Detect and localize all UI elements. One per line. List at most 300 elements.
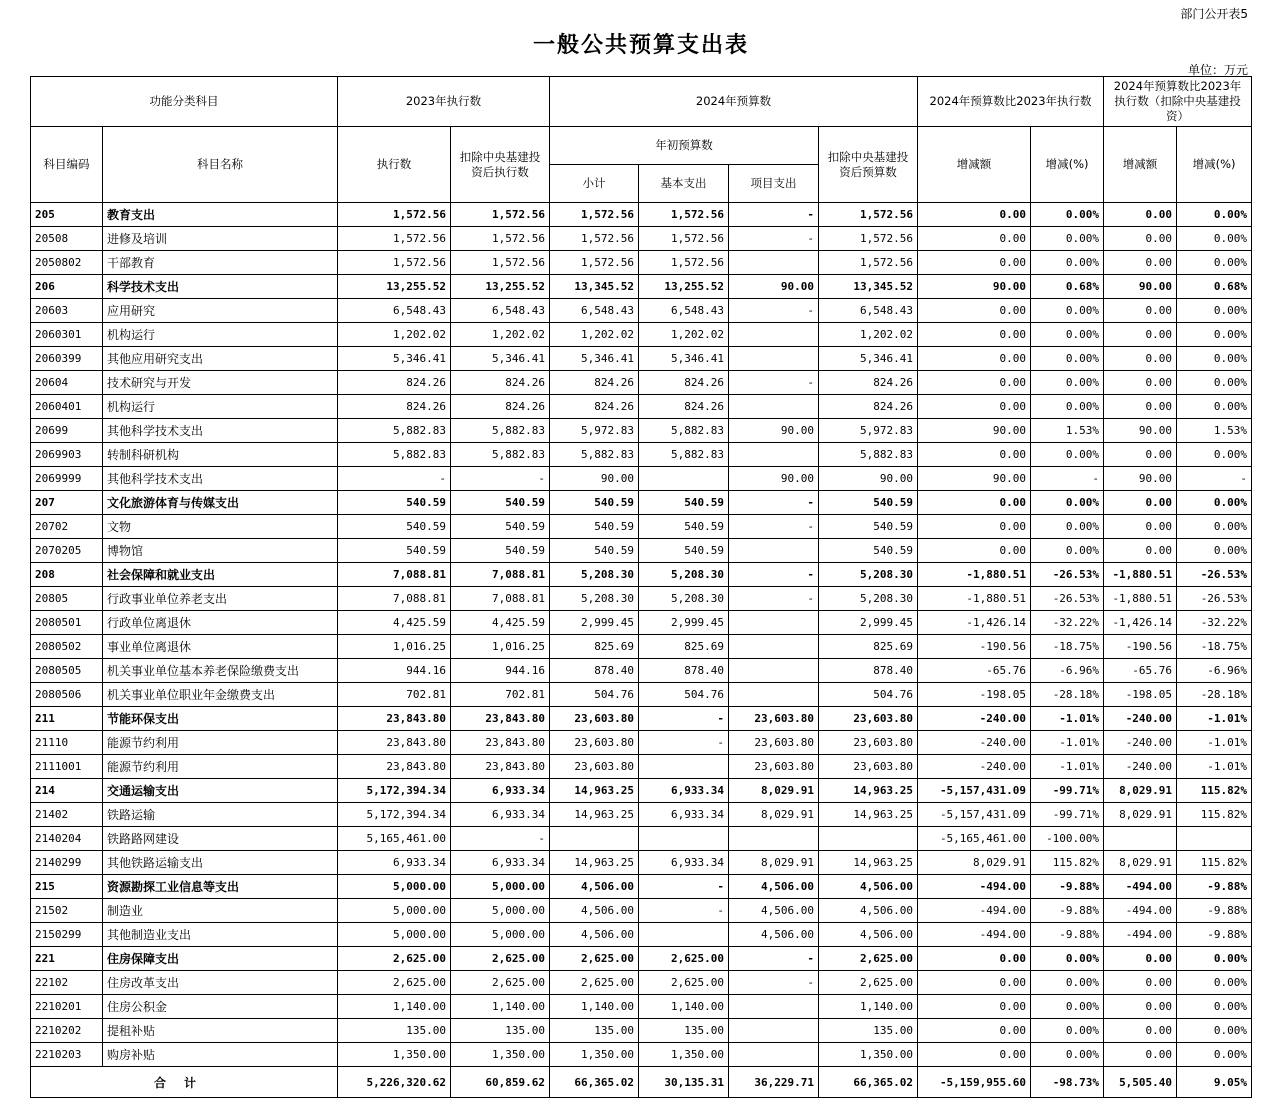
cell-inc-pct2: 0.00% [1177,971,1252,995]
cell-name: 资源勘探工业信息等支出 [103,875,338,899]
cell-inc-pct: 0.00% [1031,203,1104,227]
cell-inc-amt: 8,029.91 [918,851,1031,875]
cell-code: 20702 [31,515,103,539]
cell-subtotal: 540.59 [550,491,639,515]
cell-exec: 1,572.56 [338,227,451,251]
cell-code: 2111001 [31,755,103,779]
table-row [31,347,1252,371]
cell-inc-amt: -494.00 [918,899,1031,923]
cell-budget-excl: 5,208.30 [819,563,918,587]
header-inc-percent-2: 增减(%) [1177,127,1252,203]
cell-inc-amt: -198.05 [918,683,1031,707]
cell-inc-pct2: 0.00% [1177,203,1252,227]
cell-inc-amt2: 0.00 [1104,491,1177,515]
cell-inc-pct: -26.53% [1031,563,1104,587]
cell-basic [639,467,729,491]
cell-inc-amt2 [1104,827,1177,851]
cell-inc-amt2: 0.00 [1104,371,1177,395]
cell-exec-excl: 1,202.02 [451,323,550,347]
cell-exec: 23,843.80 [338,755,451,779]
header-exec-2023: 2023年执行数 [338,77,550,127]
header-subtotal: 小计 [550,165,639,203]
cell-inc-pct: 0.00% [1031,299,1104,323]
cell-exec-excl: 1,350.00 [451,1043,550,1067]
cell-project [729,611,819,635]
cell-budget-excl: 1,572.56 [819,203,918,227]
cell-subtotal: 1,350.00 [550,1043,639,1067]
cell-subtotal: 6,548.43 [550,299,639,323]
cell-basic: 1,350.00 [639,1043,729,1067]
cell-code: 2140299 [31,851,103,875]
cell-exec-excl: 13,255.52 [451,275,550,299]
cell-exec-excl: 7,088.81 [451,587,550,611]
cell-inc-amt: 0.00 [918,371,1031,395]
cell-inc-pct: -99.71% [1031,803,1104,827]
cell-budget-excl: 540.59 [819,515,918,539]
table-row [31,971,1252,995]
cell-inc-pct: -99.71% [1031,779,1104,803]
cell-inc-amt2: -240.00 [1104,731,1177,755]
cell-budget-excl: 6,548.43 [819,299,918,323]
cell-budget-excl: 5,972.83 [819,419,918,443]
header-budget-2024: 2024年预算数 [550,77,918,127]
cell-budget-excl: 824.26 [819,371,918,395]
table-row [31,659,1252,683]
cell-inc-amt: -494.00 [918,923,1031,947]
cell-exec: 540.59 [338,539,451,563]
table-row [31,227,1252,251]
cell-basic: - [639,731,729,755]
table-row [31,611,1252,635]
cell-project: 90.00 [729,275,819,299]
cell-budget-excl: 824.26 [819,395,918,419]
cell-inc-amt: 0.00 [918,299,1031,323]
cell-budget-excl: 90.00 [819,467,918,491]
cell-project: - [729,227,819,251]
total-budget-excl: 66,365.02 [819,1067,918,1098]
cell-inc-pct2: 0.00% [1177,371,1252,395]
cell-name: 干部教育 [103,251,338,275]
total-exec: 5,226,320.62 [338,1067,451,1098]
cell-project [729,683,819,707]
header-exec: 执行数 [338,127,451,203]
cell-inc-amt2: 90.00 [1104,275,1177,299]
cell-exec-excl: 23,843.80 [451,731,550,755]
cell-inc-amt2: 0.00 [1104,971,1177,995]
table-row [31,755,1252,779]
cell-project: - [729,203,819,227]
cell-inc-pct: - [1031,467,1104,491]
cell-inc-pct: 0.00% [1031,1043,1104,1067]
cell-exec-excl: 540.59 [451,539,550,563]
cell-inc-pct2: 1.53% [1177,419,1252,443]
cell-exec-excl: 5,000.00 [451,899,550,923]
cell-project: - [729,371,819,395]
cell-name: 技术研究与开发 [103,371,338,395]
cell-inc-pct: 0.00% [1031,251,1104,275]
table-row [31,827,1252,851]
cell-inc-pct2: -32.22% [1177,611,1252,635]
cell-inc-pct: 0.00% [1031,515,1104,539]
header-exec-excl: 扣除中央基建投资后执行数 [451,127,550,203]
cell-project [729,323,819,347]
total-inc-percent: -98.73% [1031,1067,1104,1098]
cell-code: 211 [31,707,103,731]
cell-subtotal: 135.00 [550,1019,639,1043]
cell-basic: 5,882.83 [639,443,729,467]
cell-inc-pct2: 0.00% [1177,1019,1252,1043]
cell-project: - [729,587,819,611]
cell-exec: 4,425.59 [338,611,451,635]
header-code: 科目编码 [31,127,103,203]
cell-inc-amt2: -494.00 [1104,875,1177,899]
cell-basic: 5,208.30 [639,563,729,587]
cell-project: 90.00 [729,467,819,491]
cell-budget-excl: 2,625.00 [819,971,918,995]
cell-name: 购房补贴 [103,1043,338,1067]
table-number-tag: 部门公开表5 [1180,7,1248,21]
header-initial-budget: 年初预算数 [550,127,819,165]
cell-subtotal: 4,506.00 [550,875,639,899]
cell-inc-amt2: -494.00 [1104,899,1177,923]
cell-basic [639,755,729,779]
cell-inc-amt: 90.00 [918,275,1031,299]
cell-basic: 2,625.00 [639,971,729,995]
cell-basic: - [639,875,729,899]
cell-basic: 1,140.00 [639,995,729,1019]
cell-name: 其他铁路运输支出 [103,851,338,875]
cell-inc-amt: 0.00 [918,251,1031,275]
cell-project: 8,029.91 [729,779,819,803]
cell-exec-excl: 5,882.83 [451,443,550,467]
cell-inc-amt: 0.00 [918,971,1031,995]
cell-basic [639,827,729,851]
cell-budget-excl: 1,572.56 [819,251,918,275]
header-inc-amount-2: 增减额 [1104,127,1177,203]
cell-code: 20603 [31,299,103,323]
header-project: 项目支出 [729,165,819,203]
cell-subtotal: 878.40 [550,659,639,683]
cell-exec-excl: 540.59 [451,491,550,515]
cell-inc-pct2: 0.00% [1177,947,1252,971]
cell-inc-pct: 0.00% [1031,347,1104,371]
cell-name: 能源节约利用 [103,755,338,779]
cell-project: - [729,563,819,587]
total-project: 36,229.71 [729,1067,819,1098]
cell-inc-pct2: -1.01% [1177,731,1252,755]
cell-name: 转制科研机构 [103,443,338,467]
cell-project [729,635,819,659]
cell-code: 21502 [31,899,103,923]
cell-inc-amt2: 90.00 [1104,419,1177,443]
cell-code: 2060301 [31,323,103,347]
cell-inc-pct2: 0.00% [1177,995,1252,1019]
cell-inc-pct: 0.00% [1031,395,1104,419]
cell-subtotal: 5,882.83 [550,443,639,467]
cell-inc-pct: -1.01% [1031,755,1104,779]
cell-inc-pct2: -1.01% [1177,755,1252,779]
cell-code: 2070205 [31,539,103,563]
cell-exec: 6,933.34 [338,851,451,875]
cell-subtotal: 824.26 [550,371,639,395]
cell-exec-excl: 1,140.00 [451,995,550,1019]
cell-inc-pct2: 0.00% [1177,443,1252,467]
table-row [31,1043,1252,1067]
cell-inc-amt2: -190.56 [1104,635,1177,659]
cell-code: 2060401 [31,395,103,419]
cell-exec: 1,572.56 [338,251,451,275]
cell-basic: 824.26 [639,371,729,395]
cell-name: 能源节约利用 [103,731,338,755]
cell-inc-pct2: -28.18% [1177,683,1252,707]
cell-code: 20604 [31,371,103,395]
cell-project: 23,603.80 [729,707,819,731]
cell-budget-excl: 878.40 [819,659,918,683]
table-row [31,803,1252,827]
cell-exec-excl: 6,548.43 [451,299,550,323]
cell-exec: 13,255.52 [338,275,451,299]
cell-inc-pct: -1.01% [1031,731,1104,755]
cell-exec-excl: 1,572.56 [451,251,550,275]
total-row [31,1067,1252,1098]
table-row [31,371,1252,395]
table-row [31,779,1252,803]
cell-inc-pct: -100.00% [1031,827,1104,851]
table-row [31,203,1252,227]
cell-exec-excl: 6,933.34 [451,851,550,875]
cell-project [729,827,819,851]
cell-inc-pct2: 0.00% [1177,347,1252,371]
cell-subtotal: 1,572.56 [550,227,639,251]
cell-exec: 824.26 [338,395,451,419]
cell-subtotal: 1,572.56 [550,251,639,275]
table-row [31,899,1252,923]
cell-inc-amt2: -1,880.51 [1104,563,1177,587]
cell-name: 铁路路网建设 [103,827,338,851]
cell-inc-pct: 0.00% [1031,371,1104,395]
cell-project: 4,506.00 [729,923,819,947]
total-label: 合计 [31,1067,338,1098]
cell-project [729,995,819,1019]
cell-inc-pct2: 0.00% [1177,299,1252,323]
total-basic: 30,135.31 [639,1067,729,1098]
cell-exec: 7,088.81 [338,587,451,611]
cell-name: 住房保障支出 [103,947,338,971]
cell-budget-excl: 5,346.41 [819,347,918,371]
cell-inc-amt: 0.00 [918,515,1031,539]
cell-name: 其他制造业支出 [103,923,338,947]
cell-inc-amt: 90.00 [918,467,1031,491]
cell-inc-amt: -190.56 [918,635,1031,659]
cell-basic: 1,572.56 [639,251,729,275]
cell-basic: 540.59 [639,491,729,515]
cell-exec-excl: 2,625.00 [451,971,550,995]
table-row [31,467,1252,491]
cell-inc-pct: -18.75% [1031,635,1104,659]
table-row [31,635,1252,659]
table-row [31,395,1252,419]
table-body [31,203,1252,1067]
cell-code: 2080506 [31,683,103,707]
total-subtotal: 66,365.02 [550,1067,639,1098]
cell-inc-amt: -5,165,461.00 [918,827,1031,851]
cell-basic [639,923,729,947]
cell-exec-excl: 135.00 [451,1019,550,1043]
table-row [31,419,1252,443]
cell-name: 教育支出 [103,203,338,227]
cell-exec: 2,625.00 [338,947,451,971]
cell-inc-pct: -1.01% [1031,707,1104,731]
cell-inc-pct2: 0.00% [1177,491,1252,515]
table-row [31,731,1252,755]
cell-exec: 5,882.83 [338,419,451,443]
cell-basic: 1,572.56 [639,227,729,251]
cell-project: - [729,971,819,995]
table-row [31,515,1252,539]
cell-project: 4,506.00 [729,875,819,899]
cell-basic: 5,346.41 [639,347,729,371]
cell-subtotal: 2,625.00 [550,947,639,971]
cell-exec-excl: 5,000.00 [451,875,550,899]
cell-exec: 1,572.56 [338,203,451,227]
cell-subtotal: 90.00 [550,467,639,491]
table-row [31,923,1252,947]
header-compare-exec-excl: 2024年预算数比2023年执行数（扣除中央基建投资） [1104,77,1252,127]
cell-inc-amt2: 0.00 [1104,347,1177,371]
cell-inc-amt2: -198.05 [1104,683,1177,707]
unit-label: 单位：万元 [1187,63,1248,77]
cell-budget-excl: 825.69 [819,635,918,659]
cell-basic: 1,202.02 [639,323,729,347]
cell-basic: 540.59 [639,515,729,539]
cell-exec: 1,202.02 [338,323,451,347]
cell-inc-amt2: 0.00 [1104,323,1177,347]
cell-name: 制造业 [103,899,338,923]
cell-inc-pct: 0.00% [1031,539,1104,563]
cell-exec-excl: 7,088.81 [451,563,550,587]
table-row [31,563,1252,587]
cell-exec: 5,000.00 [338,875,451,899]
cell-inc-amt2: -494.00 [1104,923,1177,947]
cell-inc-amt: 0.00 [918,443,1031,467]
cell-subtotal: 540.59 [550,539,639,563]
cell-inc-pct: 0.00% [1031,443,1104,467]
cell-inc-pct2: -18.75% [1177,635,1252,659]
cell-exec-excl: 824.26 [451,395,550,419]
table-row [31,995,1252,1019]
cell-code: 214 [31,779,103,803]
cell-inc-amt2: 8,029.91 [1104,851,1177,875]
cell-subtotal: 14,963.25 [550,803,639,827]
cell-subtotal: 2,999.45 [550,611,639,635]
table-row [31,707,1252,731]
cell-subtotal: 824.26 [550,395,639,419]
cell-name: 机构运行 [103,395,338,419]
cell-basic: 2,999.45 [639,611,729,635]
cell-inc-pct: -32.22% [1031,611,1104,635]
cell-project: - [729,299,819,323]
cell-code: 2060399 [31,347,103,371]
cell-inc-pct: -26.53% [1031,587,1104,611]
table-row [31,947,1252,971]
cell-inc-amt2: 8,029.91 [1104,803,1177,827]
header-name: 科目名称 [103,127,338,203]
cell-inc-amt2: 90.00 [1104,467,1177,491]
cell-exec: 5,165,461.00 [338,827,451,851]
cell-code: 20699 [31,419,103,443]
cell-inc-amt: -5,157,431.09 [918,803,1031,827]
cell-inc-pct2 [1177,827,1252,851]
cell-budget-excl: 14,963.25 [819,779,918,803]
cell-code: 2069903 [31,443,103,467]
cell-basic: 824.26 [639,395,729,419]
cell-inc-amt: 0.00 [918,491,1031,515]
total-inc-amount-2: 5,505.40 [1104,1067,1177,1098]
cell-basic: 6,933.34 [639,779,729,803]
cell-subtotal: 5,972.83 [550,419,639,443]
cell-inc-amt: -65.76 [918,659,1031,683]
cell-name: 行政事业单位养老支出 [103,587,338,611]
cell-basic: 6,548.43 [639,299,729,323]
cell-inc-pct2: -26.53% [1177,587,1252,611]
cell-basic: 5,208.30 [639,587,729,611]
cell-budget-excl: 2,999.45 [819,611,918,635]
table-row [31,251,1252,275]
cell-exec: 5,000.00 [338,923,451,947]
cell-inc-pct: -6.96% [1031,659,1104,683]
cell-budget-excl: 1,202.02 [819,323,918,347]
cell-inc-amt: 0.00 [918,227,1031,251]
table-row [31,851,1252,875]
cell-inc-pct: 0.00% [1031,491,1104,515]
table-row [31,275,1252,299]
cell-name: 住房改革支出 [103,971,338,995]
cell-exec-excl: 540.59 [451,515,550,539]
table-row [31,299,1252,323]
cell-exec-excl: 1,572.56 [451,227,550,251]
total-inc-amount: -5,159,955.60 [918,1067,1031,1098]
cell-inc-pct: 0.00% [1031,227,1104,251]
cell-basic: 5,882.83 [639,419,729,443]
cell-inc-amt: -494.00 [918,875,1031,899]
cell-subtotal: 23,603.80 [550,707,639,731]
cell-exec: 944.16 [338,659,451,683]
cell-basic: 1,572.56 [639,203,729,227]
cell-subtotal [550,827,639,851]
cell-code: 205 [31,203,103,227]
cell-budget-excl: 504.76 [819,683,918,707]
cell-basic: 2,625.00 [639,947,729,971]
cell-budget-excl: 135.00 [819,1019,918,1043]
table-row [31,875,1252,899]
cell-code: 20508 [31,227,103,251]
cell-inc-pct: 0.68% [1031,275,1104,299]
cell-code: 2050802 [31,251,103,275]
cell-subtotal: 540.59 [550,515,639,539]
cell-inc-amt: 0.00 [918,1019,1031,1043]
cell-exec: 23,843.80 [338,707,451,731]
cell-exec: 23,843.80 [338,731,451,755]
cell-inc-amt2: 0.00 [1104,1043,1177,1067]
cell-name: 应用研究 [103,299,338,323]
cell-name: 铁路运输 [103,803,338,827]
cell-exec: 1,016.25 [338,635,451,659]
cell-exec: 5,172,394.34 [338,779,451,803]
cell-project [729,659,819,683]
cell-exec-excl: 23,843.80 [451,755,550,779]
table-row [31,683,1252,707]
cell-inc-amt2: 0.00 [1104,443,1177,467]
